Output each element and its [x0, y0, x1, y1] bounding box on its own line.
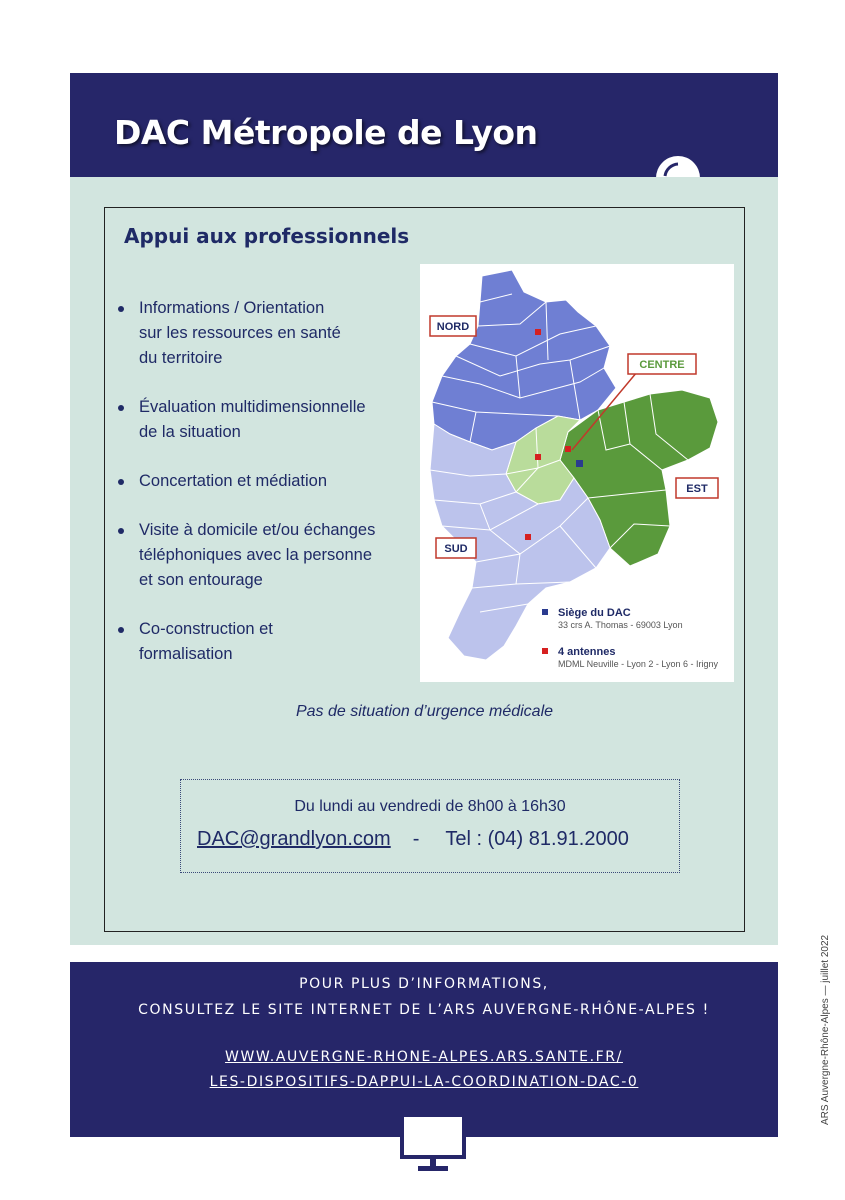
label-sud-text: SUD [444, 543, 468, 555]
page-title: DAC Métropole de Lyon [114, 113, 538, 152]
legend-siege-swatch [542, 609, 548, 615]
label-nord [430, 316, 476, 336]
label-est-text: EST [686, 483, 708, 495]
label-centre-text: CENTRE [639, 359, 685, 371]
label-est [676, 478, 718, 498]
territory-map [420, 264, 734, 682]
label-nord-text: NORD [436, 321, 470, 333]
footer-line-2: CONSULTEZ LE SITE INTERNET DE L’ARS AUVERGNE-RHÔNE-ALPES ! [138, 1002, 710, 1018]
legend-antenne-swatch [542, 648, 548, 654]
footer-banner [70, 962, 778, 1137]
legend-antennes-list: MDML Neuville - Lyon 2 - Lyon 6 - Irigny [558, 659, 719, 669]
monitor-icon [400, 1113, 466, 1173]
list-item: Évaluation multidimensionnelle de la situation [118, 395, 418, 445]
legend-siege-title: Siège du DAC [558, 607, 631, 619]
footer-line-1: POUR PLUS D’INFORMATIONS, [299, 976, 549, 992]
contact-separator: - [412, 828, 420, 850]
footer-link-1[interactable]: WWW.AUVERGNE-RHONE-ALPES.ARS.SANTE.FR/ [225, 1049, 623, 1065]
label-centre [628, 354, 696, 374]
list-item: Concertation et médiation [118, 469, 418, 494]
territory-map-graphic [420, 264, 734, 682]
contact-box [180, 779, 680, 873]
antenne-marker [525, 534, 531, 540]
antenne-marker [535, 454, 541, 460]
siege-marker [576, 460, 583, 467]
legend-antennes-title: 4 antennes [558, 646, 616, 658]
urgency-note: Pas de situation d’urgence médicale [295, 703, 554, 720]
list-item: Visite à domicile et/ou échanges téléphoniques avec la personne et son entourage [118, 518, 418, 593]
antenne-marker [565, 446, 571, 452]
label-sud [436, 538, 476, 558]
phone-number: Tel : (04) 81.91.2000 [445, 828, 629, 850]
side-credit: ARS Auvergne-Rhône-Alpes — juillet 2022 [820, 934, 831, 1125]
services-list [118, 296, 418, 691]
footer-link-2[interactable]: LES-DISPOSITIFS-DAPPUI-LA-COORDINATION-DAC-0 [209, 1074, 639, 1090]
email-link[interactable]: DAC@grandlyon.com [197, 828, 391, 850]
contact-line [197, 828, 629, 851]
legend-siege-address: 33 crs A. Thomas - 69003 Lyon [558, 620, 683, 630]
section-title: Appui aux professionnels [124, 224, 410, 248]
opening-hours: Du lundi au vendredi de 8h00 à 16h30 [294, 798, 566, 815]
list-item: Informations / Orientation sur les ressources en santé du territoire [118, 296, 418, 371]
antenne-marker [535, 329, 541, 335]
list-item: Co-construction et formalisation [118, 617, 418, 667]
